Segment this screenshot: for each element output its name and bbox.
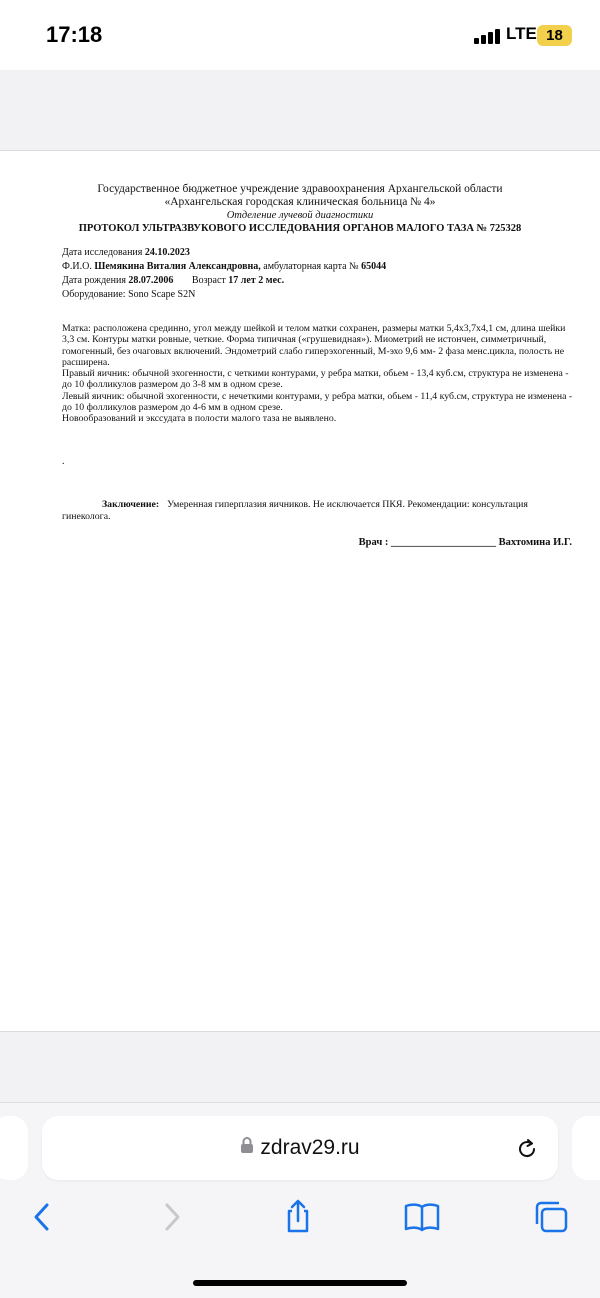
institution-name: Государственное бюджетное учреждение здравоохранения Архангельской области — [97, 183, 503, 195]
patient-name-row: Ф.И.О. Шемякина Виталия Александровна, амбулаторная карта № 65044 — [62, 261, 387, 272]
back-icon[interactable] — [20, 1195, 64, 1239]
browser-chrome — [0, 1102, 600, 1298]
findings — [62, 323, 580, 425]
finding-uterus: Матка: расположена срединно, угол между шейкой и телом матки сохранен, размеры матки 5,4х3,7х4,1 см, длина шейки 3,3 см. Контуры матки ровные, четкие. Форма типичная («грушевидная»). Миометрий не истончен, симметричный, гомогенный, без очаговых включений. Эндометрий слабо гиперэхогенный, М-эхо 9,6 мм- 2 фаза менс.цикла, полость не расширена. — [62, 323, 566, 368]
patient-age: 17 лет 2 мес. — [228, 275, 285, 286]
doctor-signature: Врач : ____________________ Вахтомина И.Г. — [358, 537, 572, 548]
patient-meta — [62, 246, 386, 302]
finding-pelvis: Новообразований и экссудата в полости малого таза не выявлено. — [62, 413, 337, 425]
hospital-name: «Архангельская городская клиническая больница № 4» — [164, 196, 436, 208]
exam-date: 24.10.2023 — [144, 247, 190, 258]
url-text: zdrav29.ru — [260, 1136, 360, 1159]
bookmarks-icon[interactable] — [400, 1195, 444, 1239]
url-display[interactable] — [42, 1136, 558, 1160]
protocol-title: ПРОТОКОЛ УЛЬТРАЗВУКОВОГО ИССЛЕДОВАНИЯ ОРГАНОВ МАЛОГО ТАЗА № 725328 — [78, 223, 522, 234]
birth-row: Дата рождения 28.07.2006 Возраст 17 лет 2 мес. — [62, 275, 285, 286]
document-header — [0, 183, 600, 235]
forward-icon[interactable] — [150, 1195, 194, 1239]
reload-icon[interactable] — [514, 1136, 540, 1162]
battery-icon: 18 — [537, 25, 572, 46]
lock-icon — [240, 1136, 254, 1160]
equipment-row: Оборудование: Sono Scape S2N — [62, 289, 196, 300]
tabs-icon[interactable] — [528, 1195, 572, 1239]
conclusion-label: Заключение: — [102, 499, 160, 510]
address-bar[interactable] — [42, 1116, 558, 1180]
birth-date: 28.07.2006 — [128, 275, 174, 286]
next-tab-preview[interactable] — [572, 1116, 600, 1180]
conclusion-text: Умеренная гиперплазия яичников. Не исключается ПКЯ. Рекомендации: консультация гинеколога. — [62, 499, 528, 522]
department-name: Отделение лучевой диагностики — [226, 210, 374, 221]
document-page[interactable] — [0, 150, 600, 1032]
card-number: 65044 — [361, 261, 387, 272]
doctor-name: Вахтомина И.Г. — [498, 537, 572, 548]
home-indicator[interactable] — [193, 1280, 407, 1286]
signature-line: ____________________ — [391, 537, 497, 548]
patient-name: Шемякина Виталия Александровна, — [94, 261, 261, 272]
signal-icon — [474, 28, 502, 44]
status-bar — [0, 0, 600, 70]
network-type: LTE — [506, 24, 537, 43]
browser-toolbar — [0, 1195, 600, 1245]
previous-tab-preview[interactable] — [0, 1116, 28, 1180]
finding-right-ovary: Правый яичник: обычной эхогенности, с четкими контурами, у ребра матки, обьем - 13,4 куб.см, структура не изменена - до 10 фолликулов размером до 3-8 мм в одном срезе. — [62, 368, 569, 391]
stray-dot: . — [62, 456, 65, 467]
conclusion — [62, 499, 572, 523]
finding-left-ovary: Левый яичник: обычной эхогенности, с нечеткими контурами, у ребра матки, обьем - 11,4 куб.см, структура не изменена - до 10 фолликулов размером до 4-6 мм в одном срезе. — [62, 390, 573, 414]
equipment: Sono Scape S2N — [128, 289, 196, 300]
share-icon[interactable] — [276, 1195, 320, 1239]
status-time: 17:18 — [46, 22, 103, 47]
exam-date-row: Дата исследования 24.10.2023 — [62, 247, 190, 258]
